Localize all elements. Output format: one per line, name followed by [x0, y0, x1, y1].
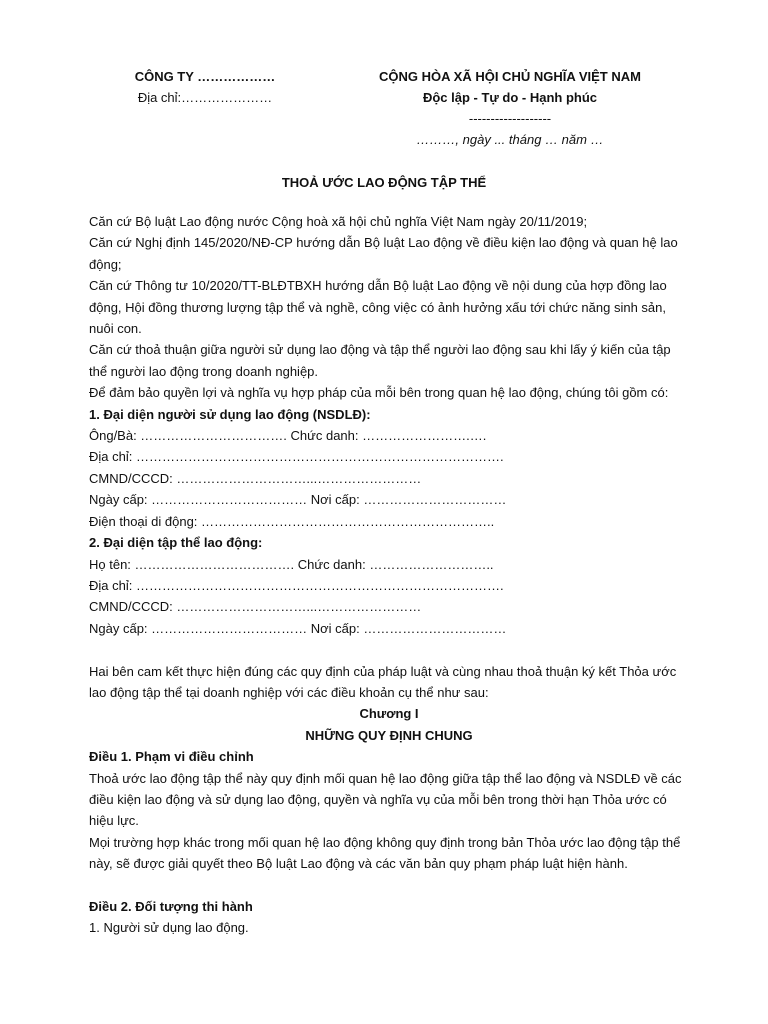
article-2-item: 1. Người sử dụng lao động. [89, 920, 249, 936]
document-body [89, 211, 689, 939]
national-motto: Độc lập - Tự do - Hạnh phúc [422, 90, 598, 105]
employer-issue-field: Ngày cấp: ……………………………… Nơi cấp: …………………………… [89, 492, 507, 508]
preamble-paragraph: Để đảm bảo quyền lợi và nghĩa vụ hợp pháp của mỗi bên trong quan hệ lao động, chúng tôi gồm có: [89, 385, 669, 401]
date-line: ………, ngày ... tháng … năm … [416, 132, 604, 147]
labor-representative-heading: 2. Đại diện tập thể lao động: [89, 535, 263, 551]
company-address: Địa chỉ:………………… [137, 90, 273, 105]
preamble-paragraph: Căn cứ Bộ luật Lao động nước Cộng hoà xã hội chủ nghĩa Việt Nam ngày 20/11/2019; [89, 214, 588, 229]
agreement-paragraph: Hai bên cam kết thực hiện đúng các quy định của pháp luật và cùng nhau thoả thuận ký kết Thỏa ước lao động tập thể tại doanh nghiệp với các điều khoản cụ thể như sau: [89, 663, 677, 700]
company-name: CÔNG TY ……………… [134, 69, 276, 84]
employer-id-field: CMND/CCCD: …………………………...…………………… [89, 470, 422, 486]
labor-name-field: Họ tên: ………………………………. Chức danh: ……………………….. [89, 556, 494, 572]
article-1-paragraph: Thoả ước lao động tập thể này quy định mối quan hệ lao động giữa tập thể lao động và NSDLĐ về các điều kiện lao động và sử dụng lao động, quyền và nghĩa vụ của mỗi bên trong thời hạn Thỏa ước có hiệu lực. [89, 770, 682, 829]
nation-name: CỘNG HÒA XÃ HỘI CHỦ NGHĨA VIỆT NAM [379, 69, 641, 84]
document-title: THOẢ ƯỚC LAO ĐỘNG TẬP THỂ [281, 175, 487, 190]
spacer [89, 875, 689, 896]
motto-divider: ------------------- [468, 111, 552, 126]
article-1-paragraph: Mọi trường hợp khác trong mối quan hệ lao động không quy định trong bản Thỏa ước lao động tập thể này, sẽ được giải quyết theo Bộ luật Lao động và các văn bản quy phạm pháp luật hiện hành. [89, 834, 681, 872]
national-heading [370, 66, 650, 150]
article-2-heading: Điều 2. Đối tượng thi hành [89, 898, 253, 914]
employer-name-field: Ông/Bà: ……………………………. Chức danh: …………………….…. [89, 428, 487, 444]
company-block [90, 66, 320, 108]
chapter-title: NHỮNG QUY ĐỊNH CHUNG [305, 727, 473, 743]
article-1-heading: Điều 1. Phạm vi điều chỉnh [89, 749, 254, 765]
spacer [89, 639, 689, 660]
labor-issue-field: Ngày cấp: ……………………………… Nơi cấp: …………………………… [89, 620, 507, 636]
preamble-paragraph: Căn cứ thoả thuận giữa người sử dụng lao động và tập thể người lao động sau khi lấy ý kiến của tập thể người lao động trong doanh nghiệp. [89, 342, 671, 379]
preamble-paragraph: Căn cứ Nghị định 145/2020/NĐ-CP hướng dẫn Bộ luật Lao động về điều kiện lao động và quan hệ lao động; [89, 235, 678, 272]
chapter-label: Chương I [359, 706, 419, 722]
employer-address-field: Địa chỉ: …………………………………………………………………………. [89, 449, 504, 465]
labor-id-field: CMND/CCCD: …………………………...…………………… [89, 599, 422, 615]
preamble-paragraph: Căn cứ Thông tư 10/2020/TT-BLĐTBXH hướng dẫn Bộ luật Lao động về nội dung của hợp đồng lao động, Hội đồng thương lượng tập thể và nghề, công việc có ảnh hưởng xấu tới chức năng sinh sản, nuôi con. [89, 278, 667, 337]
employer-representative-heading: 1. Đại diện người sử dụng lao động (NSDLĐ): [89, 406, 371, 422]
employer-phone-field: Điện thoại di động: ………………………………………………………….. [89, 513, 495, 529]
labor-address-field: Địa chỉ: …………………………………………………………………………. [89, 577, 504, 593]
